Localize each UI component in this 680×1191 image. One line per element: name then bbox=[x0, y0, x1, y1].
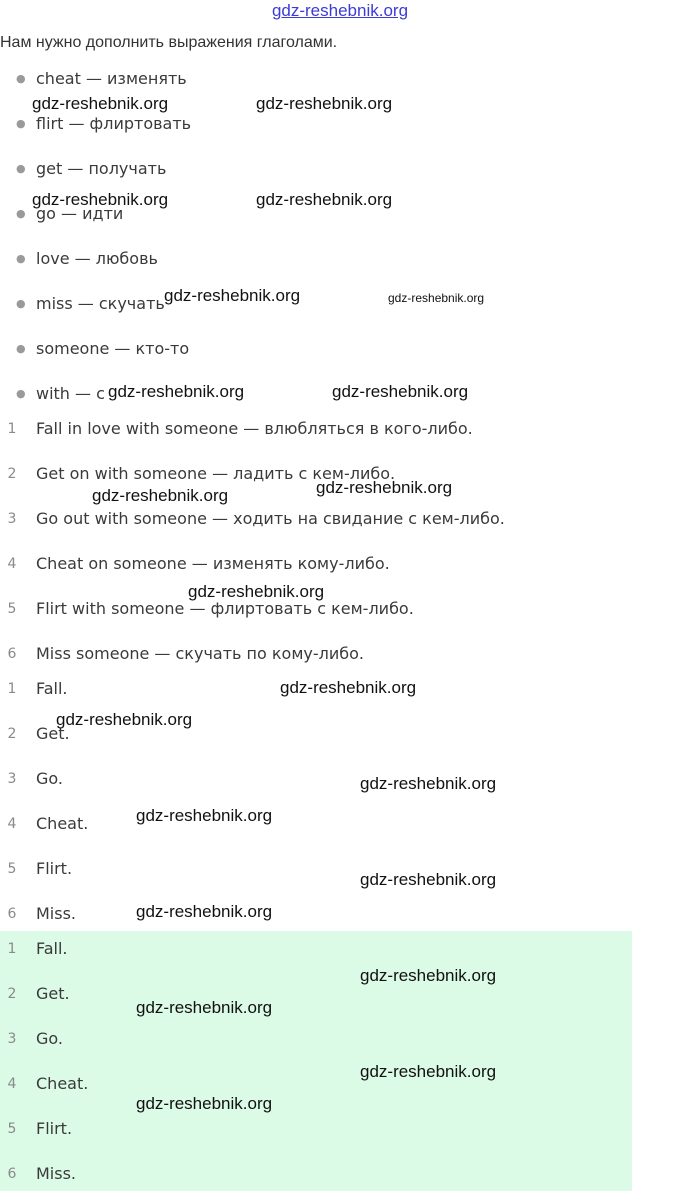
item-number: 4 bbox=[7, 556, 17, 572]
watermark: gdz-reshebnik.org bbox=[256, 94, 393, 113]
list-item-text: cheat — изменять bbox=[36, 69, 187, 88]
watermark: gdz-reshebnik.org bbox=[256, 190, 393, 209]
item-number: 2 bbox=[7, 986, 17, 1002]
bullet-icon: ● bbox=[16, 297, 26, 310]
watermark: gdz-reshebnik.org bbox=[360, 966, 497, 985]
item-number: 6 bbox=[7, 646, 17, 662]
phrase-text: Get on with someone — ладить с кем-либо. bbox=[36, 464, 396, 483]
phrase-text: Go out with someone — ходить на свидание с кем-либо. bbox=[36, 509, 505, 528]
item-number: 3 bbox=[7, 771, 17, 787]
bullet-icon: ● bbox=[16, 162, 26, 175]
watermark: gdz-reshebnik.org bbox=[388, 291, 485, 305]
item-number: 5 bbox=[7, 601, 17, 617]
item-number: 6 bbox=[7, 1166, 17, 1182]
item-number: 1 bbox=[7, 941, 17, 957]
answer-text: Fall. bbox=[36, 939, 68, 958]
item-number: 1 bbox=[7, 681, 17, 697]
watermark: gdz-reshebnik.org bbox=[360, 1062, 497, 1081]
answer-highlight-box bbox=[0, 931, 632, 1191]
bullet-icon: ● bbox=[16, 207, 26, 220]
item-number: 4 bbox=[7, 1076, 17, 1092]
bullet-icon: ● bbox=[16, 117, 26, 130]
list-item-text: get — получать bbox=[36, 159, 167, 178]
item-number: 4 bbox=[7, 816, 17, 832]
watermark: gdz-reshebnik.org bbox=[316, 478, 453, 497]
list-item-text: miss — скучать bbox=[36, 294, 165, 313]
phrase-text: Flirt with someone — флиртовать с кем-либо. bbox=[36, 599, 414, 618]
watermark: gdz-reshebnik.org bbox=[332, 382, 469, 401]
item-number: 6 bbox=[7, 906, 17, 922]
item-number: 5 bbox=[7, 1121, 17, 1137]
phrase-text: Fall in love with someone — влюбляться в кого-либо. bbox=[36, 419, 473, 438]
item-number: 2 bbox=[7, 466, 17, 482]
watermark: gdz-reshebnik.org bbox=[136, 902, 273, 921]
item-number: 2 bbox=[7, 726, 17, 742]
answer-text: Go. bbox=[36, 1029, 63, 1048]
watermark: gdz-reshebnik.org bbox=[32, 190, 169, 209]
item-number: 1 bbox=[7, 421, 17, 437]
answer-text: Miss. bbox=[36, 1164, 77, 1183]
watermark: gdz-reshebnik.org bbox=[280, 678, 417, 697]
answer-text: Get. bbox=[36, 724, 70, 743]
site-link[interactable]: gdz-reshebnik.org bbox=[271, 1, 409, 20]
watermark: gdz-reshebnik.org bbox=[108, 382, 245, 401]
answer-text: Cheat. bbox=[36, 1074, 89, 1093]
watermark: gdz-reshebnik.org bbox=[164, 286, 301, 305]
list-item-text: someone — кто-то bbox=[36, 339, 190, 358]
watermark: gdz-reshebnik.org bbox=[32, 94, 169, 113]
list-item-text: love — любовь bbox=[36, 249, 158, 268]
answer-text: Get. bbox=[36, 984, 70, 1003]
answer-text: Fall. bbox=[36, 679, 68, 698]
list-item-text: go — идти bbox=[36, 204, 124, 223]
watermark: gdz-reshebnik.org bbox=[136, 1094, 273, 1113]
item-number: 5 bbox=[7, 861, 17, 877]
answer-text: Flirt. bbox=[36, 859, 73, 878]
answer-text: Miss. bbox=[36, 904, 77, 923]
item-number: 3 bbox=[7, 511, 17, 527]
bullet-icon: ● bbox=[16, 342, 26, 355]
watermark: gdz-reshebnik.org bbox=[92, 486, 229, 505]
item-number: 3 bbox=[7, 1031, 17, 1047]
watermark: gdz-reshebnik.org bbox=[136, 806, 273, 825]
watermark: gdz-reshebnik.org bbox=[188, 582, 325, 601]
list-item-text: flirt — флиртовать bbox=[36, 114, 192, 133]
watermark: gdz-reshebnik.org bbox=[360, 774, 497, 793]
bullet-icon: ● bbox=[16, 387, 26, 400]
phrase-text: Miss someone — скучать по кому-либо. bbox=[36, 644, 364, 663]
phrase-text: Cheat on someone — изменять кому-либо. bbox=[36, 554, 390, 573]
bullet-icon: ● bbox=[16, 72, 26, 85]
answer-text: Cheat. bbox=[36, 814, 89, 833]
watermark: gdz-reshebnik.org bbox=[136, 998, 273, 1017]
answer-text: Go. bbox=[36, 769, 63, 788]
watermark: gdz-reshebnik.org bbox=[360, 870, 497, 889]
task-intro: Нам нужно дополнить выражения глаголами. bbox=[0, 34, 338, 51]
watermark: gdz-reshebnik.org bbox=[56, 710, 193, 729]
bullet-icon: ● bbox=[16, 252, 26, 265]
answer-text: Flirt. bbox=[36, 1119, 73, 1138]
list-item-text: with — с bbox=[36, 384, 105, 403]
